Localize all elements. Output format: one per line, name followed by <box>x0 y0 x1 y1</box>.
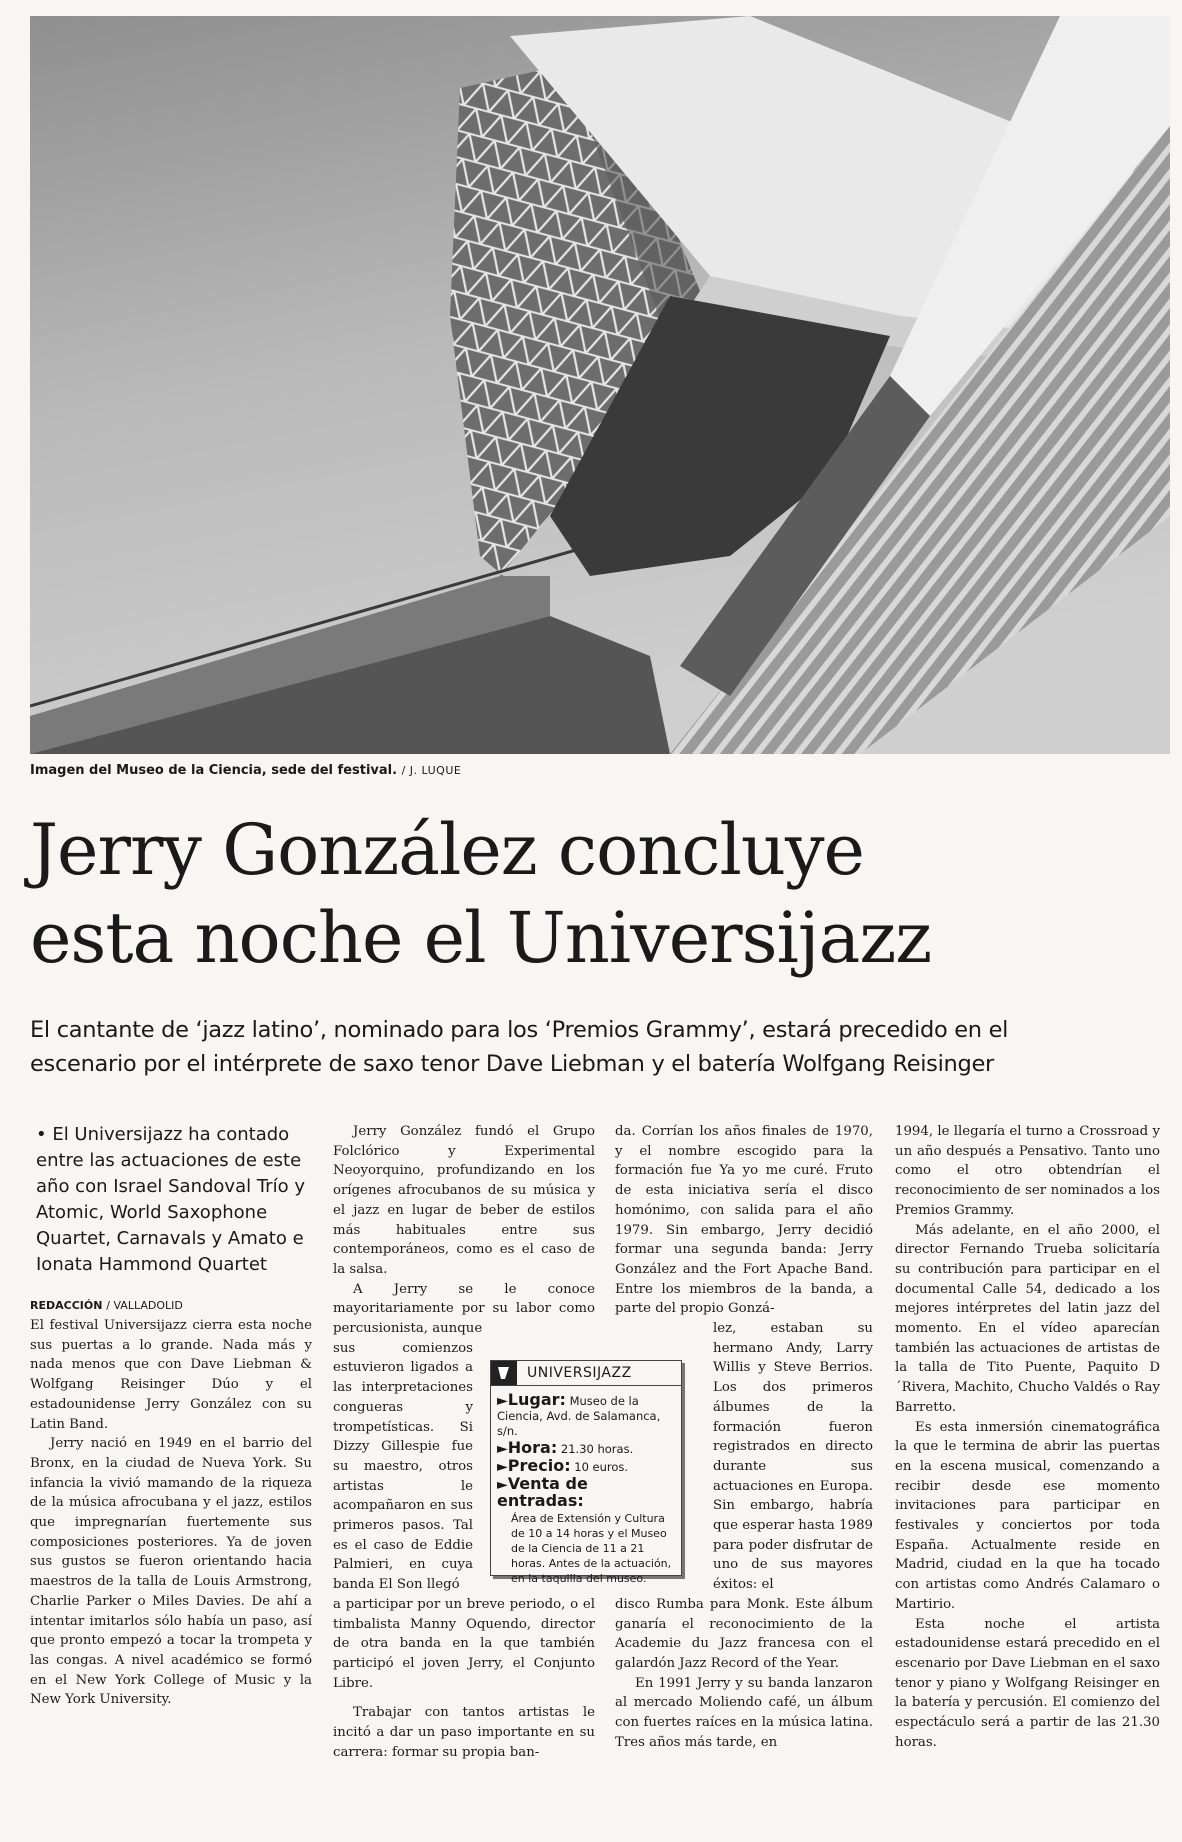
byline-author: REDACCIÓN <box>30 1299 103 1312</box>
paragraph: Esta noche el artista estadounidense estará precedido en el escenario por Dave Liebman en el saxo tenor y piano y Wolfgang Reisinger en la batería y percusión. El comienzo del espectáculo será a partir de las 21.30 horas. <box>895 1616 1160 1750</box>
lugar-label: Lugar: <box>507 1390 566 1409</box>
arrow-icon: ► <box>497 1477 508 1493</box>
byline-city: / VALLADOLID <box>106 1299 183 1312</box>
paragraph: A Jerry se le conoce mayoritariamente por su labor como percusionista, aunque <box>333 1281 595 1337</box>
arrow-icon: ► <box>497 1459 508 1475</box>
paragraph: disco Rumba para Monk. Este álbum ganaría el reconocimiento de la Academie du Jazz francesa con el galardón Jazz Record of the Year. <box>615 1596 873 1671</box>
info-box-title: UNIVERSIJAZZ <box>527 1365 632 1381</box>
paragraph: 1994, le llegaría el turno a Crossroad y un año después a Pensativo. Tanto uno como el otro obtendrían el reconocimiento de ser nominados a los Premios Grammy. <box>895 1124 1160 1218</box>
paragraph: Más adelante, en el año 2000, el director Fernando Trueba solicitaría su contribución para participar en el documental Calle 54, dedicado a los mejores intérpretes del latin jazz del momento. En el vídeo aparecían también las actuaciones de artistas de la talla de Tito Puente, Paquito D´Rivera, Machito, Chucho Valdés o Ray Barretto. <box>895 1222 1160 1415</box>
precio-label: Precio: <box>507 1456 571 1475</box>
info-box-body <box>491 1386 681 1586</box>
paragraph: Jerry González fundó el Grupo Folclórico y Experimental Neoyorquino, profundizando en los orígenes afrocubanos de su música y el jazz en lugar de beber de estilos más habituales entre sus contemporáneos, como es el caso de la salsa. <box>333 1124 595 1277</box>
paragraph: a participar por un breve periodo, o el timbalista Manny Oquendo, director de otra banda en la que también participó el joven Jerry, el Conjunto Libre. <box>333 1596 595 1691</box>
venta-label: Venta de entradas: <box>497 1474 588 1510</box>
subhead-line-1: El cantante de ‘jazz latino’, nominado para los ‘Premios Grammy’, estará precedido en el <box>30 1017 1009 1043</box>
hora-label: Hora: <box>507 1438 558 1457</box>
event-info-box <box>490 1360 682 1585</box>
saxophone-icon <box>491 1361 517 1385</box>
headline-line-1: Jerry González concluye <box>30 809 864 891</box>
paragraph: lez, estaban su hermano Andy, Larry Willis y Steve Berrios. Los dos primeros álbumes de la formación fueron registrados en directo durante sus actuaciones en Europa. Sin embargo, habría que esperar hasta 1989 para poder disfrutar de uno de sus mayores éxitos: el <box>713 1321 873 1593</box>
photo-credit: / J. LUQUE <box>401 764 462 777</box>
paragraph: El festival Universijazz cierra esta noche sus puertas a lo grande. Nada más y nada menos que con Dave Liebman & Wolfgang Reisinger Dúo y el estadounidense Jerry González con su Latin Band. <box>30 1318 312 1432</box>
subhead <box>30 1013 1170 1081</box>
arrow-icon: ► <box>497 1393 508 1409</box>
highlight-box: • El Universijazz ha contado entre las actuaciones de este año con Israel Sandoval Trío y Atomic, World Saxophone Quartet, Carnavals y Amato e Ionata Hammond Quartet <box>36 1124 305 1275</box>
article-column-1 <box>30 1122 312 1710</box>
arrow-icon: ► <box>497 1441 508 1457</box>
paragraph: En 1991 Jerry y su banda lanzaron al mercado Moliendo café, un álbum con fuertes raíces en la música latina. Tres años más tarde, en <box>615 1675 873 1750</box>
museum-building-image <box>30 16 1170 754</box>
photo-caption <box>30 763 1170 778</box>
paragraph: da. Corrían los años finales de 1970, y el nombre escogido para la formación fue Ya yo me curé. Fruto de esta iniciativa sería el disco homónimo, con salida para el año 1979. Sin embargo, Jerry decidió formar una segunda banda: Jerry González and the Fort Apache Band. Entre los miembros de la banda, a parte del propio Gonzá- <box>615 1124 873 1317</box>
lugar-value: Museo de la Ciencia, Avd. de Salamanca, s/n. <box>497 1394 661 1438</box>
headline <box>30 806 1170 982</box>
article-column-4 <box>895 1122 1160 1753</box>
paragraph: sus comienzos estuvieron ligados a las interpretaciones congueras y trompetísticas. Si Dizzy Gillespie fue su maestro, otros artistas le acompañaron en sus primeros pasos. Tal es el caso de Eddie Palmieri, en cuya banda El Son llegó <box>333 1340 473 1593</box>
museum-photo <box>30 16 1170 754</box>
caption-text: Imagen del Museo de la Ciencia, sede del festival. <box>30 763 398 778</box>
paragraph: Trabajar con tantos artistas le incitó a dar un paso importante en su carrera: formar su propia ban- <box>333 1705 595 1760</box>
byline <box>30 1298 312 1314</box>
subhead-line-2: escenario por el intérprete de saxo tenor Dave Liebman y el batería Wolfgang Reisinger <box>30 1051 994 1077</box>
paragraph: Jerry nació en 1949 en el barrio del Bronx, en la ciudad de Nueva York. Su infancia la vivió mamando de la riqueza de la música afrocubana y el jazz, estilos que impregnarían fuertemente sus composiciones posteriores. Ya de joven sus gustos se fueron orientando hacia maestros de la talla de Louis Armstrong, Charlie Parker o Miles Davies. De ahí a intentar imitarlos sólo había un paso, así que pronto empezó a tocar la trompeta y las congas. A nivel académico se formó en el New York College of Music y la New York University. <box>30 1436 312 1708</box>
headline-line-2: esta noche el Universijazz <box>30 897 932 979</box>
hora-value: 21.30 horas. <box>560 1442 634 1456</box>
precio-value: 10 euros. <box>574 1460 629 1474</box>
info-box-header <box>491 1361 681 1386</box>
venta-value: Área de Extensión y Cultura de 10 a 14 horas y el Museo de la Ciencia de 11 a 21 horas. Antes de la actuación, en la taquilla del museo. <box>511 1512 672 1585</box>
paragraph: Es esta inmersión cinematográfica la que le termina de abrir las puertas en la escena musical, comenzando a recibir desde ese momento invitaciones para participar en festivales y conciertos por toda España. Actualmente reside en Madrid, ciudad en la que ha tocado con artistas como Andrés Calamaro o Martirio. <box>895 1419 1160 1612</box>
